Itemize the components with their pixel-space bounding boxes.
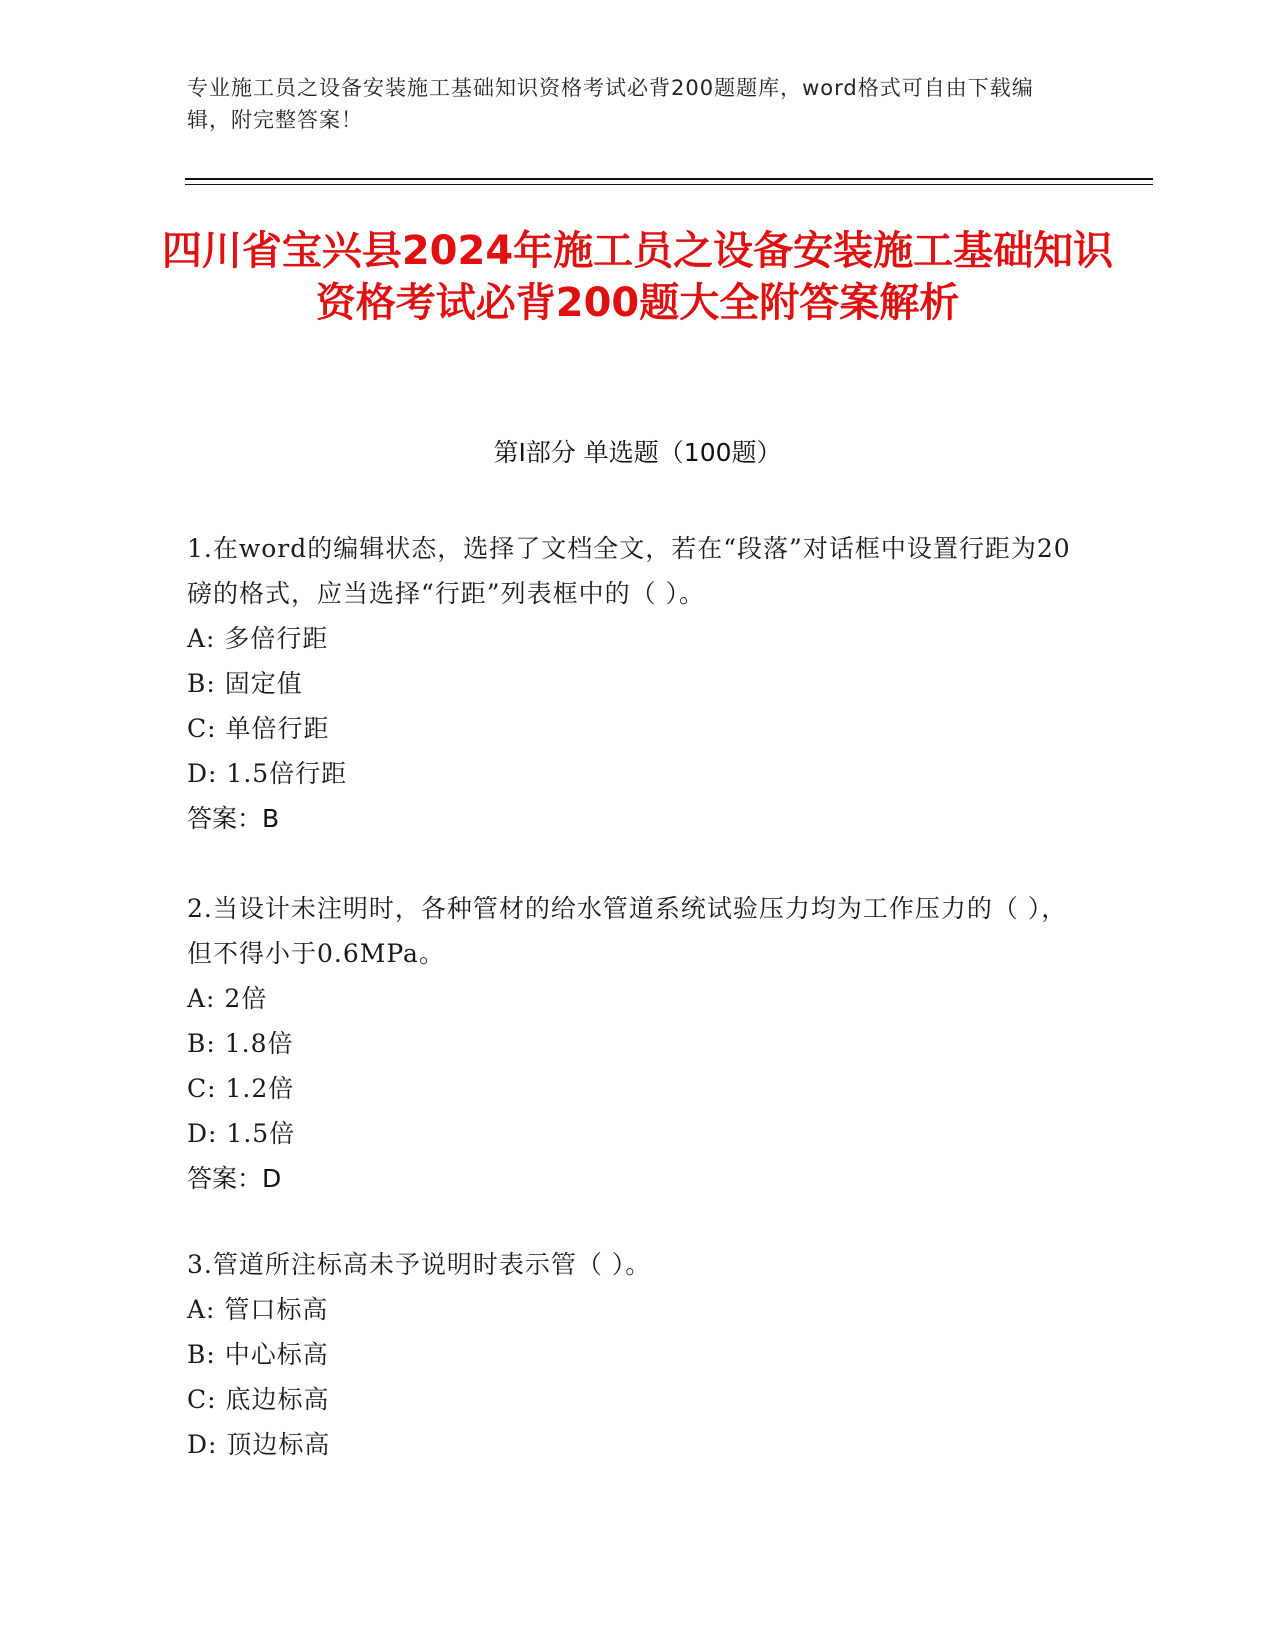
header-divider-thin xyxy=(185,184,1153,185)
header-note: 专业施工员之设备安装施工基础知识资格考试必背200题题库，word格式可自由下载编辑，附完整答案！ xyxy=(187,76,1034,132)
option-b: B: 中心标高 xyxy=(187,1340,329,1369)
section-heading: 第I部分 单选题（100题） xyxy=(493,438,782,467)
answer: 答案：D xyxy=(187,1164,282,1193)
question-stem: 1.在word的编辑状态，选择了文档全文，若在“段落”对话框中设置行距为20磅的格式，应当选择“行距”列表框中的（ ）。 xyxy=(187,534,1071,608)
option-a: A: 管口标高 xyxy=(187,1295,329,1324)
option-a: A: 多倍行距 xyxy=(187,624,329,653)
option-b: B: 固定值 xyxy=(187,669,303,698)
question-2 xyxy=(187,886,1087,1201)
option-a: A: 2倍 xyxy=(187,984,268,1013)
option-d: D: 顶边标高 xyxy=(187,1430,331,1459)
option-b: B: 1.8倍 xyxy=(187,1029,294,1058)
header-divider-thick xyxy=(185,178,1153,180)
option-d: D: 1.5倍行距 xyxy=(187,759,348,788)
option-c: C: 1.2倍 xyxy=(187,1074,295,1103)
option-d: D: 1.5倍 xyxy=(187,1119,296,1148)
answer: 答案：B xyxy=(187,804,280,833)
question-1 xyxy=(187,526,1087,841)
question-stem: 3.管道所注标高未予说明时表示管（ ）。 xyxy=(187,1250,652,1279)
question-stem: 2.当设计未注明时，各种管材的给水管道系统试验压力均为工作压力的（ ），但不得小于0.6MPa。 xyxy=(187,894,1068,968)
option-c: C: 底边标高 xyxy=(187,1385,330,1414)
question-3 xyxy=(187,1242,1087,1467)
document-title: 四川省宝兴县2024年施工员之设备安装施工基础知识资格考试必背200题大全附答案解析 xyxy=(161,228,1114,326)
option-c: C: 单倍行距 xyxy=(187,714,330,743)
